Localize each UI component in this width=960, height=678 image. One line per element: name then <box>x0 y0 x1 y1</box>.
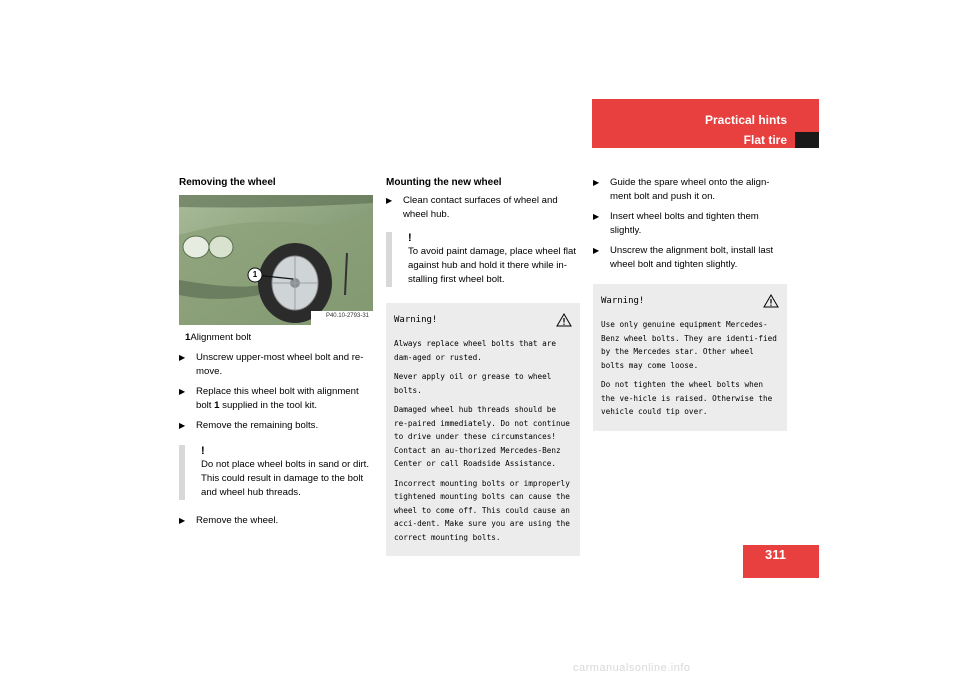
caution-mark: ! <box>408 232 412 244</box>
caution-note-paint <box>386 232 580 287</box>
column-mounting-wheel <box>386 176 580 556</box>
arrow-right-icon: ▶ <box>179 353 186 362</box>
step-clean-surfaces: ▶ Clean contact surfaces of wheel and wheel hub. <box>386 195 558 220</box>
step-insert-bolts: ▶ Insert wheel bolts and tighten them slightly. <box>593 211 759 236</box>
warning-triangle-icon <box>763 294 779 308</box>
section-header <box>592 99 819 148</box>
caption-number: 1 <box>185 332 191 343</box>
heading-mounting-wheel: Mounting the new wheel <box>386 177 502 188</box>
arrow-right-icon: ▶ <box>593 212 600 221</box>
footer-watermark: carmanualsonline.info <box>573 662 691 674</box>
warning-triangle-icon <box>556 313 572 327</box>
warning-paragraph: Incorrect mounting bolts or improperly tightened mounting bolts can cause the wheel to come off. This could cause an acci-dent. Make sure you are using the correct mounting bolts. <box>394 478 570 542</box>
section-title: Practical hints <box>704 113 787 127</box>
warning-paragraph: Always replace wheel bolts that are dam-aged or rusted. <box>394 339 556 362</box>
caution-note-sand <box>179 445 375 500</box>
car-wheel-illustration <box>179 195 373 325</box>
warning-title: Warning! <box>394 315 438 325</box>
wheel-figure <box>179 195 373 325</box>
arrow-right-icon: ▶ <box>593 178 600 187</box>
warning-box-genuine <box>593 284 787 431</box>
arrow-right-icon: ▶ <box>386 196 393 205</box>
step-unscrew-alignment: ▶ Unscrew the alignment bolt, install last wheel bolt and tighten slightly. <box>593 245 774 270</box>
arrow-right-icon: ▶ <box>179 516 186 525</box>
figure-code: P40.10-2793-31 <box>325 313 369 319</box>
caption-text: Alignment bolt <box>190 332 252 343</box>
caution-mark: ! <box>201 445 205 457</box>
warning-title: Warning! <box>601 296 645 306</box>
column-install-wheel <box>593 176 787 431</box>
warning-paragraph: Damaged wheel hub threads should be re-paired immediately. Do not continue to drive under these circumstances! Contact an au-thorized Mercedes-Benz Center or call Roadside Assistance. <box>394 405 570 468</box>
figure-callout-1: 1 <box>252 270 258 279</box>
page-number-box <box>743 545 819 578</box>
warning-paragraph: Never apply oil or grease to wheel bolts. <box>394 372 552 395</box>
step-remove-wheel: ▶ Remove the wheel. <box>179 515 279 526</box>
step-remove-bolts: ▶ Remove the remaining bolts. <box>179 420 319 431</box>
warning-box-bolts <box>386 303 580 556</box>
arrow-right-icon: ▶ <box>179 387 186 396</box>
arrow-right-icon: ▶ <box>179 421 186 430</box>
arrow-right-icon: ▶ <box>593 246 600 255</box>
warning-paragraph: Do not tighten the wheel bolts when the ve-hicle is raised. Otherwise the vehicle could tip over. <box>601 380 773 416</box>
heading-removing-wheel: Removing the wheel <box>179 177 276 188</box>
caution-text: To avoid paint damage, place wheel flat against hub and hold it there while in-stalling first wheel bolt. <box>408 246 576 285</box>
step-replace-bolt: ▶ Replace this wheel bolt with alignment bolt 1 supplied in the tool kit. <box>179 386 359 411</box>
page-number: 311 <box>765 547 786 562</box>
figure-caption <box>179 331 375 345</box>
step-guide-spare: ▶ Guide the spare wheel onto the align-ment bolt and push it on. <box>593 177 770 202</box>
step-unscrew-bolt: ▶ Unscrew upper-most wheel bolt and re-move. <box>179 352 364 377</box>
subsection-title: Flat tire <box>743 133 787 147</box>
column-removing-wheel <box>179 176 375 534</box>
header-tab-marker <box>795 132 819 148</box>
warning-paragraph: Use only genuine equipment Mercedes-Benz wheel bolts. They are identi-fied by the Mercedes star. Other wheel bolts may come loose. <box>601 320 777 370</box>
caution-text: Do not place wheel bolts in sand or dirt. This could result in damage to the bolt and wheel hub threads. <box>201 459 369 498</box>
